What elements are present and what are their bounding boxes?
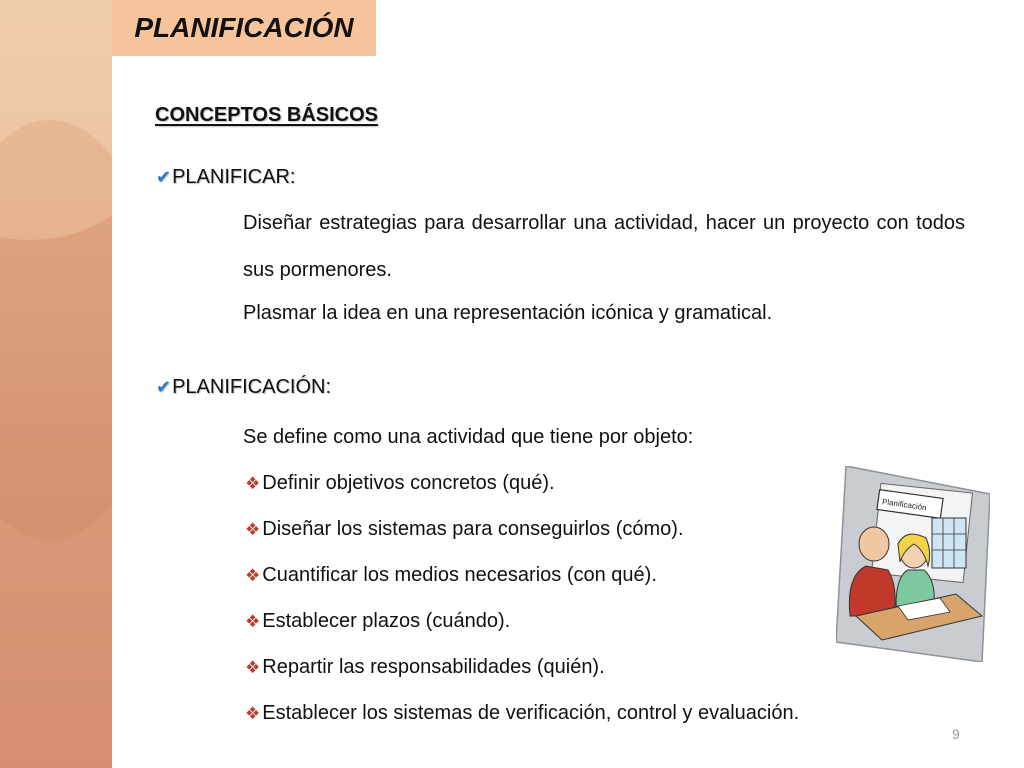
list-item-text: Cuantificar los medios necesarios (con qué). [262,564,657,586]
list-item [245,472,555,495]
list-item-text: Establecer plazos (cuándo). [262,610,511,632]
page-number: 9 [952,726,960,742]
list-item-text: Establecer los sistemas de verificación, control y evaluación. [262,702,800,724]
planificar-definition: Diseñar estrategias para desarrollar una actividad, hacer un proyecto con todos sus pormenores. [243,212,965,281]
list-item [245,656,605,679]
slide-title: PLANIFICACIÓN [134,12,354,43]
section-title-planificacion [156,376,331,399]
list-item [245,518,684,541]
decorative-swirl [0,120,112,540]
planning-illustration [836,466,990,662]
planificacion-intro: Se define como una actividad que tiene por objeto: [243,426,694,448]
check-icon: ✔ [156,167,172,187]
section-heading: CONCEPTOS BÁSICOS [155,104,378,126]
section-title-planificar [156,166,295,189]
section-title-label: PLANIFICACIÓN: [172,376,332,398]
diamond-bullet-icon: ❖ [245,520,261,539]
diamond-bullet-icon: ❖ [245,474,261,493]
list-item [245,702,799,725]
diamond-bullet-icon: ❖ [245,566,261,585]
list-item [245,564,657,587]
diamond-bullet-icon: ❖ [245,658,261,677]
title-box [112,0,376,56]
check-icon: ✔ [156,377,172,397]
list-item [245,610,510,633]
planificar-extra-line: Plasmar la idea en una representación icónica y gramatical. [243,302,773,324]
calendar [932,518,966,568]
section-title-label: PLANIFICAR: [172,166,296,188]
sign-text: Planificación [881,497,928,513]
list-item-text: Repartir las responsabilidades (quién). [262,656,605,678]
list-item-text: Definir objetivos concretos (qué). [262,472,555,494]
decorative-left-band [0,0,112,768]
list-item-text: Diseñar los sistemas para conseguirlos (cómo). [262,518,684,540]
diamond-bullet-icon: ❖ [245,612,261,631]
man-head [859,527,889,561]
diamond-bullet-icon: ❖ [245,704,261,723]
